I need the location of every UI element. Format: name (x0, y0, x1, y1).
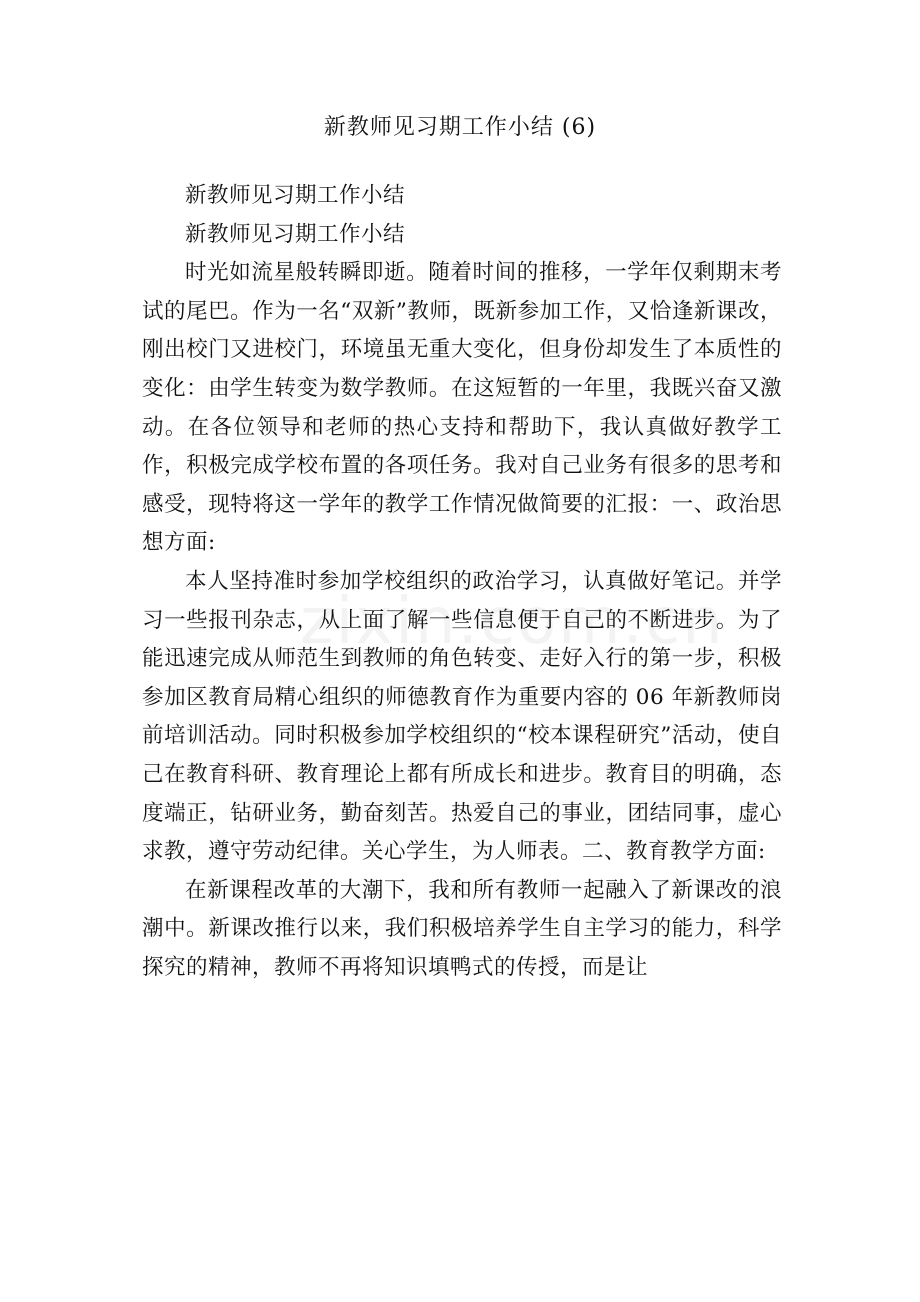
paragraph-subtitle-1: 新教师见习期工作小结 (185, 183, 406, 208)
paragraph-political: 本人坚持准时参加学校组织的政治学习，认真做好笔记。并学习一些报刊杂志，从上面了解一些信息便于自己的不断进步。为了能迅速完成从师范生到教师的角色转变、走好入行的第一步，积极参加区教育局精心组织的师德教育作为重要内容的 06 年新教师岗前培训活动。同时积极参加学校组织的“校本课程研究”活动，使自己在教育科研、教育理论上都有所成长和进步。教育目的明确，态度端正，钻研业务，勤奋刻苦。热爱自己的事业，团结同事，虚心求教，遵守劳动纪律。关心学生，为人师表。二、教育教学方面: (142, 568, 782, 865)
document-title: 新教师见习期工作小结 (6) (323, 115, 597, 140)
paragraph-subtitle-2: 新教师见习期工作小结 (185, 221, 406, 247)
paragraph-teaching: 在新课程改革的大潮下，我和所有教师一起融入了新课改的浪潮中。新课改推行以来，我们积极培养学生自主学习的能力，科学探究的精神，教师不再将知识填鸭式的传授，而是让 (142, 877, 782, 980)
document-body (142, 177, 782, 987)
paragraph-intro: 时光如流星般转瞬即逝。随着时间的推移，一学年仅剩期末考试的尾巴。作为一名“双新”教师，既新参加工作，又恰逢新课改，刚出校门又进校门，环境虽无重大变化，但身份却发生了本质性的变化：由学生转变为数学教师。在这短暂的一年里，我既兴奋又激动。在各位领导和老师的热心支持和帮助下，我认真做好教学工作，积极完成学校布置的各项任务。我对自己业务有很多的思考和感受，现特将这一学年的教学工作情况做简要的汇报：一、政治思想方面: (142, 260, 782, 556)
